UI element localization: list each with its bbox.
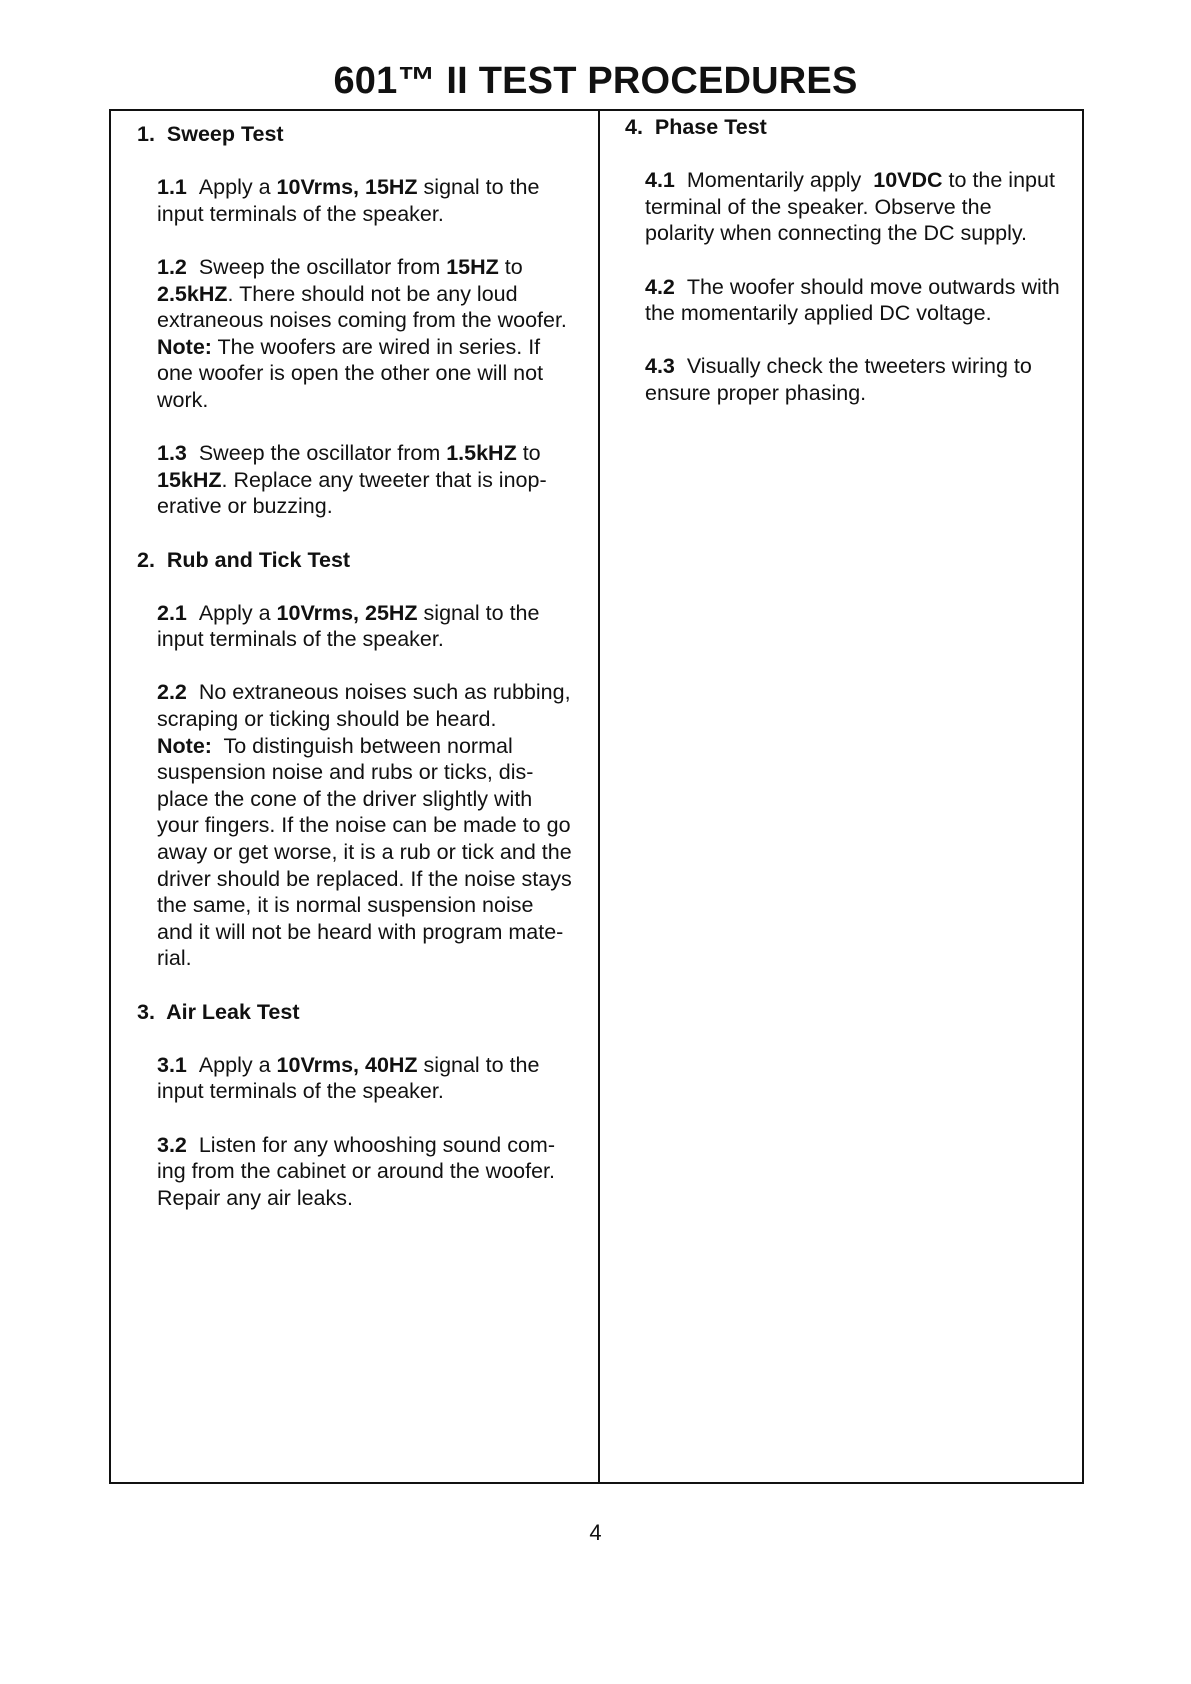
step-line: polarity when connecting the DC supply. (645, 221, 1028, 246)
step-line: input terminals of the speaker. (157, 627, 444, 652)
signal-spec: 10Vrms, 15HZ (276, 175, 418, 200)
step-number: 2.2 (157, 680, 187, 705)
step-2-1 (157, 600, 597, 653)
frequency-value: 1.5kHZ (446, 441, 517, 466)
section-heading: 1. Sweep Test (137, 122, 284, 146)
left-column (137, 121, 597, 1238)
step-line: 4.3 Visually check the tweeters wiring to (645, 354, 1032, 379)
step-4-2 (645, 274, 1080, 327)
step-line: 1.2 Sweep the oscillator from 15HZ to (157, 254, 523, 279)
frequency-value: 2.5kHZ (157, 281, 228, 306)
step-line: erative or buzzing. (157, 494, 333, 519)
step-line: input terminals of the speaker. (157, 1079, 444, 1104)
section-heading: 3. Air Leak Test (137, 999, 300, 1024)
step-line: work. (157, 387, 209, 412)
step-line: 1.3 Sweep the oscillator from 1.5kHZ to (157, 441, 541, 466)
step-line: rial. (157, 946, 192, 971)
page-number: 4 (589, 1520, 602, 1545)
step-line: 3.2 Listen for any whooshing sound com- (157, 1132, 555, 1157)
step-1-2 (157, 254, 597, 414)
step-number: 3.1 (157, 1052, 187, 1077)
step-line: ing from the cabinet or around the woofer. (157, 1159, 555, 1184)
step-1-1 (157, 174, 597, 227)
step-number: 3.2 (157, 1132, 187, 1157)
step-line: 1.1 Apply a 10Vrms, 15HZ signal to the (157, 175, 540, 200)
step-line: 2.5kHZ. There should not be any loud (157, 281, 518, 306)
right-column (625, 114, 1080, 433)
step-line: away or get worse, it is a rub or tick and the (157, 840, 572, 865)
frequency-value: 15kHZ (157, 467, 222, 492)
signal-spec: 10Vrms, 40HZ (276, 1052, 418, 1077)
step-number: 2.1 (157, 600, 187, 625)
step-line: extraneous noises coming from the woofer. (157, 308, 567, 333)
step-line: one woofer is open the other one will not (157, 361, 544, 386)
step-line: and it will not be heard with program mate- (157, 919, 564, 944)
section-sweep-test (137, 121, 597, 520)
step-line: your fingers. If the noise can be made to go (157, 813, 571, 838)
section-heading: 2. Rub and Tick Test (137, 547, 351, 572)
step-line: terminal of the speaker. Observe the (645, 194, 992, 219)
step-line: 4.2 The woofer should move outwards with (645, 274, 1060, 299)
step-line: 2.2 No extraneous noises such as rubbing, (157, 680, 571, 705)
step-line: Note: The woofers are wired in series. If (157, 334, 541, 359)
frequency-value: 15HZ (446, 254, 499, 279)
step-line: place the cone of the driver slightly with (157, 786, 533, 811)
step-4-1 (645, 167, 1080, 247)
note-label: Note: (157, 334, 212, 359)
section-rub-and-tick-test (137, 547, 597, 973)
step-line: ensure proper phasing. (645, 380, 867, 405)
step-3-2 (157, 1132, 597, 1212)
step-line: 4.1 Momentarily apply 10VDC to the input (645, 168, 1055, 193)
step-number: 1.2 (157, 254, 187, 279)
signal-spec: 10Vrms, 25HZ (276, 600, 418, 625)
step-number: 4.2 (645, 274, 675, 299)
step-line: driver should be replaced. If the noise stays (157, 866, 572, 891)
step-line: Repair any air leaks. (157, 1185, 353, 1210)
voltage-spec: 10VDC (873, 168, 943, 193)
step-line: the same, it is normal suspension noise (157, 893, 534, 918)
section-heading: 4. Phase Test (625, 115, 767, 139)
step-line: 15kHZ. Replace any tweeter that is inop- (157, 467, 547, 492)
step-3-1 (157, 1052, 597, 1105)
step-1-3 (157, 440, 597, 520)
note-label: Note: (157, 733, 212, 758)
column-divider (598, 109, 600, 1484)
step-4-3 (645, 353, 1080, 406)
step-line: Note: To distinguish between normal (157, 733, 513, 758)
step-line: suspension noise and rubs or ticks, dis- (157, 760, 534, 785)
step-line: input terminals of the speaker. (157, 201, 444, 226)
step-line: scraping or ticking should be heard. (157, 707, 497, 732)
section-air-leak-test (137, 999, 597, 1212)
step-number: 1.1 (157, 175, 187, 200)
step-2-2 (157, 679, 597, 972)
step-number: 1.3 (157, 441, 187, 466)
step-line: 3.1 Apply a 10Vrms, 40HZ signal to the (157, 1052, 540, 1077)
step-number: 4.1 (645, 168, 675, 193)
step-line: the momentarily applied DC voltage. (645, 301, 992, 326)
step-number: 4.3 (645, 354, 675, 379)
step-line: 2.1 Apply a 10Vrms, 25HZ signal to the (157, 600, 540, 625)
section-phase-test (625, 114, 1080, 407)
page-title: 601™ II TEST PROCEDURES (333, 60, 858, 102)
